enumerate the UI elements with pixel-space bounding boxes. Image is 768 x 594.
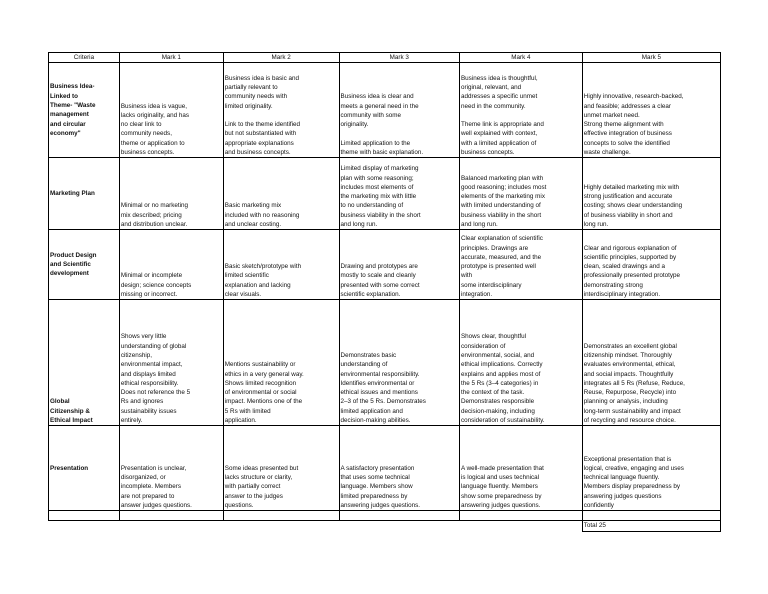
criteria-presentation: Presentation — [49, 426, 120, 511]
header-mark-2: Mark 2 — [223, 53, 339, 63]
table-row — [49, 63, 721, 158]
header-criteria: Criteria — [49, 53, 120, 63]
table-cell: Demonstrates basic understanding of environmental responsibility. Identifies environmental or ethical issues and mentions 2–3 of the 5 Rs. Demonstrates limited application and decision-making abilities. — [339, 300, 459, 426]
table-cell: A satisfactory presentation that uses some technical language. Members show limited preparedness by answering judges questions. — [339, 426, 459, 511]
table-cell: Minimal or no marketing mix described; pricing and distribution unclear. — [119, 158, 223, 230]
table-cell: Some ideas presented but lacks structure or clarity, with partially correct answer to the judges questions. — [223, 426, 339, 511]
table-cell — [582, 511, 720, 521]
header-mark-1: Mark 1 — [119, 53, 223, 63]
header-mark-5: Mark 5 — [582, 53, 720, 63]
table-cell: Highly innovative, research-backed, and feasible; addresses a clear unmet market need. Strong theme alignment with effective integration of business concepts to solve the identified waste challenge. — [582, 63, 720, 158]
table-row — [49, 230, 721, 300]
table-cell: A well-made presentation that is logical and uses technical language fluently. Members show some preparedness by answering judges questions. — [459, 426, 582, 511]
table-cell — [339, 521, 459, 531]
table-cell: Shows clear, thoughtful consideration of environmental, social, and ethical implications. Correctly explains and applies most of the 5 Rs (3–4 categories) in the context of the task. Demonstrates responsible decision-making, including consideration of sustainability. — [459, 300, 582, 426]
table-cell: Business idea is clear and meets a general need in the community with some originality. Limited application to the theme with basic explanation. — [339, 63, 459, 158]
criteria-global-citizenship: Global Citizenship & Ethical Impact — [49, 300, 120, 426]
criteria-business-idea: Business Idea- Linked to Theme- "Waste management and circular economy" — [49, 63, 120, 158]
table-cell: Shows very little understanding of global citizenship, environmental impact, and displays limited ethical responsibility. Does not reference the 5 Rs and ignores sustainability issues entirely. — [119, 300, 223, 426]
table-cell: Clear and rigorous explanation of scientific principles, supported by clean, scaled drawings and a professionally presented prototype demonstrating strong interdisciplinary integration. — [582, 230, 720, 300]
total-score: Total 25 — [582, 521, 720, 531]
header-mark-4: Mark 4 — [459, 53, 582, 63]
table-cell: Highly detailed marketing mix with strong justification and accurate costing; shows clear understanding of business viability in short and long run. — [582, 158, 720, 230]
table-cell: Basic marketing mix included with no reasoning and unclear costing. — [223, 158, 339, 230]
table-row — [49, 158, 721, 230]
total-row — [49, 521, 721, 531]
table-cell — [459, 521, 582, 531]
blank-row — [49, 511, 721, 521]
table-cell — [459, 511, 582, 521]
table-cell: Demonstrates an excellent global citizenship mindset. Thoroughly evaluates environmental, ethical, and social impacts. Thoughtfully integrates all 5 Rs (Refuse, Reduce, Reuse, Repurpose, Recycle) into planning or analysis, including long-term sustainability and impact of recycling and resource choice. — [582, 300, 720, 426]
table-cell: Limited display of marketing plan with some reasoning; includes most elements of the marketing mix with little to no understanding of business viability in the short and long run. — [339, 158, 459, 230]
table-cell: Minimal or incomplete design; science concepts missing or incorrect. — [119, 230, 223, 300]
table-cell — [223, 511, 339, 521]
table-cell — [223, 521, 339, 531]
criteria-marketing-plan: Marketing Plan — [49, 158, 120, 230]
rubric-sheet — [48, 52, 721, 532]
criteria-product-design: Product Design and Scientific development — [49, 230, 120, 300]
rubric-table — [48, 52, 721, 532]
table-cell: Exceptional presentation that is logical, creative, engaging and uses technical language fluently. Members display preparedness by answering judges questions confidently — [582, 426, 720, 511]
header-mark-3: Mark 3 — [339, 53, 459, 63]
table-cell: Presentation is unclear, disorganized, or incomplete. Members are not prepared to answer judges questions. — [119, 426, 223, 511]
table-cell — [339, 511, 459, 521]
table-cell: Clear explanation of scientific principles. Drawings are accurate, measured, and the prototype is presented well with some interdisciplinary integration. — [459, 230, 582, 300]
table-cell: Business idea is basic and partially relevant to community needs with limited originality. Link to the theme identified but not substantiated with appropriate explanations and business concepts. — [223, 63, 339, 158]
table-cell: Business idea is thoughtful, original, relevant, and addresses a specific unmet need in the community. Theme link is appropriate and well explained with context, with a limited application of business concepts. — [459, 63, 582, 158]
table-cell: Mentions sustainability or ethics in a very general way. Shows limited recognition of environmental or social impact. Mentions one of the 5 Rs with limited application. — [223, 300, 339, 426]
table-cell — [49, 511, 120, 521]
table-cell — [119, 511, 223, 521]
table-row — [49, 426, 721, 511]
table-cell — [119, 521, 223, 531]
table-cell: Drawing and prototypes are mostly to scale and cleanly presented with some correct scientific explanation. — [339, 230, 459, 300]
table-cell — [49, 521, 120, 531]
table-cell: Basic sketch/prototype with limited scientific explanation and lacking clear visuals. — [223, 230, 339, 300]
table-cell: Balanced marketing plan with good reasoning; includes most elements of the marketing mix with limited understanding of business viability in the short and long run. — [459, 158, 582, 230]
header-row — [49, 53, 721, 63]
table-row — [49, 300, 721, 426]
table-cell: Business idea is vague, lacks originality, and has no clear link to community needs, theme or application to business concepts. — [119, 63, 223, 158]
